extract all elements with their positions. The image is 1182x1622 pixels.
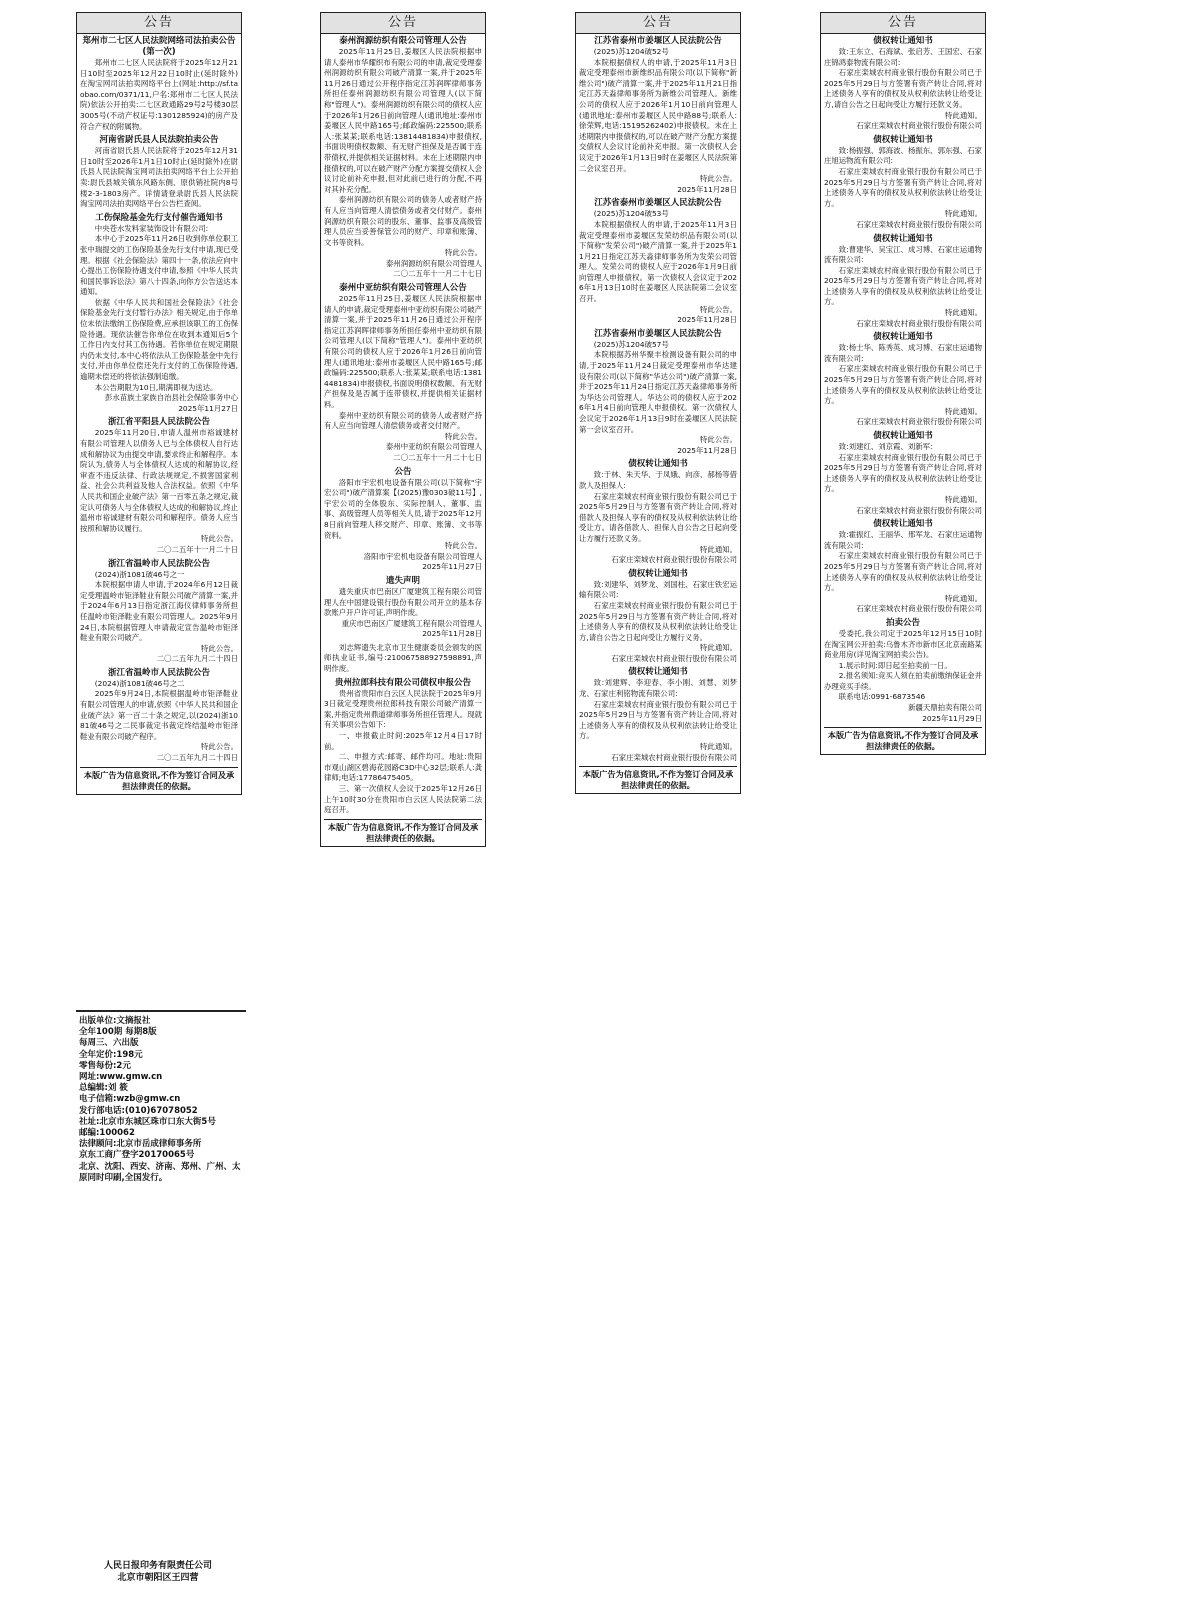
notice-paragraph: 石家庄栾城农村商业银行股份有限公司已于2025年5月29日与方签署有资产转让合同,将对上述债务人享有的债权及从权利依法转让给受让方,请自公告之日起向受让方履行义务。: [579, 600, 737, 642]
notice-signature: 特此公告。 二〇二五年十一月二十日: [156, 534, 238, 554]
notice-block: [80, 668, 238, 764]
printer-info: [76, 1560, 240, 1584]
masthead-line: 每周三、六出版: [79, 1038, 139, 1049]
column-header: 公告: [321, 13, 485, 34]
notice-paragraph: 2025年11月25日,姜堰区人民法院根据申请人泰州市华耀织布有限公司的申请,裁定受理泰州润源纺织有限公司破产清算一案,并于2025年11月26日通过公开程序指定江苏润晖律师事务所担任泰州润源纺织有限公司管理人(以下简称"管理人")。泰州润源纺织有限公司的债权人应于2026年1月26日前向管理人(通讯地址:泰州市姜堰区人民中路165号;邮政编码:225500;联系人:张某某;联系电话:13814481834)申报债权,书面说明债权数额、有无财产担保及是否属于连带债权,并提供相关证据材料。未在上述期限内申报债权的,可以在破产财产分配方案提交债权人会议讨论前补充申报,但对此前已进行的分配,不再对其补充分配。: [324, 47, 482, 194]
notice-paragraph: 1.展示时间:即日起至拍卖前一日。: [838, 660, 952, 670]
notice-paragraph: 刘志辉遗失北京市卫生健康委员会颁发的医师执业证书,编号:210067588927598891,声明作废。: [324, 642, 482, 674]
notice-title: 浙江省温岭市人民法院公告: [107, 558, 210, 569]
masthead-line: 法律顾问:北京市岳成律师事务所: [79, 1139, 202, 1150]
notice-paragraph: 致:杨士华、陈秀英、成习博、石家庄运通物流有限公司:: [824, 343, 982, 363]
column-body: [821, 34, 985, 754]
notice-paragraph: 致:杨振强、郭海波、杨振东、郭东强、石家庄旭运物流有限公司:: [824, 145, 982, 166]
notice-paragraph: 本公告期限为10日,期满即视为送达。: [94, 382, 218, 392]
notice-signature: 特此公告。 泰州润源纺织有限公司管理人 二〇二五年十一月二十七日: [385, 248, 482, 279]
masthead-line: 全年100期 每期8版: [79, 1027, 157, 1038]
notice-block: [579, 36, 737, 195]
notice-block: [824, 431, 982, 516]
notice-paragraph: 致:曹建华、吴宝江、成习博、石家庄运通物流有限公司:: [824, 244, 982, 265]
notice-signature: 特此公告。 二〇二五年九月二十四日: [156, 742, 238, 763]
masthead-line: 网址:www.gmw.cn: [79, 1072, 163, 1083]
notice-paragraph: 致:刘建红、刘京霞、刘新军:: [838, 442, 933, 451]
notice-signature: 特此通知。 石家庄栾城农村商业银行股份有限公司: [856, 110, 982, 131]
disclaimer-footer: 本版广告为信息资讯,不作为签订合同及承担法律责任的依据。: [824, 727, 982, 752]
notice-title: 债权转让通知书: [628, 568, 688, 579]
notice-paragraph: 贵州省贵阳市白云区人民法院于2025年9月3日裁定受理贵州拉郎科技有限公司破产清算一案,并指定贵州鼎道律师事务所担任管理人。现就有关事项公告如下:: [324, 688, 482, 730]
notice-paragraph: 泰州中亚纺织有限公司的债务人或者财产持有人应当向管理人清偿债务或者交付财产。: [324, 410, 482, 431]
notice-paragraph: 致:刘建华、刘梦龙、刘国柱、石家庄铁宏运输有限公司:: [579, 579, 737, 600]
notice-signature: 特此通知。 石家庄栾城农村商业银行股份有限公司: [611, 742, 737, 762]
column-body: [321, 34, 485, 846]
notice-column-3: [575, 12, 741, 794]
notice-paragraph: (2025)苏1204破52号: [593, 47, 669, 56]
notice-signature: 特此通知。 石家庄栾城农村商业银行股份有限公司: [856, 494, 982, 515]
notice-signature: 彭水苗族土家族自治县社会保险事务中心 2025年11月27日: [104, 393, 238, 413]
notice-column-4: [820, 12, 986, 755]
notice-title: 债权转让通知书: [873, 36, 933, 46]
notice-paragraph: 石家庄栾城农村商业银行股份有限公司已于2025年5月29日与方签署有资产转让合同,将对上述债务人享有的债权及从权利依法转让给受让方。: [824, 166, 982, 208]
notice-paragraph: 2025年9月24日,本院根据温岭市钜泽鞋业有限公司管理人的申请,依照《中华人民共和国企业破产法》第一百二十条之规定,以(2024)浙1081破46号之二民事裁定书裁定终结温岭市钜泽鞋业有限公司破产程序。: [80, 689, 238, 741]
notice-title: 债权转让通知书: [628, 667, 688, 678]
notice-paragraph: (2025)苏1204破57号: [593, 339, 669, 349]
masthead: [76, 1010, 246, 1188]
notice-block: [824, 135, 982, 231]
notice-block: [824, 332, 982, 428]
column-body: [77, 34, 241, 794]
masthead-line: 电子信箱:wzb@gmw.cn: [79, 1094, 181, 1105]
notice-block: [324, 678, 482, 816]
notice-paragraph: 本院根据债权人的申请,于2025年11月3日裁定受理泰州市姜堰区发荣纺织品有限公司(以下简称"发荣公司")破产清算一案,并于2025年11月21日指定江苏天淼律师事务所为发荣公司管理人。发荣公司的债权人应于2026年1月9日前向管理人申报债权。第一次债权人会议定于2026年1月13日10时在姜堰区人民法院第二会议室召开。: [579, 219, 737, 304]
notice-paragraph: 洛阳市宇宏机电设备有限公司(以下简称"宇宏公司")破产清算案【(2025)豫0303破11号】,宇宏公司的全体股东、实际控制人、董事、监事、高级管理人员等相关人员,请于2025年12月8日前向管理人移交财产、印章、账簿、文书等资料。: [324, 477, 482, 540]
notice-title: 债权转让通知书: [628, 459, 688, 470]
notice-signature: 特此通知。 石家庄栾城农村商业银行股份有限公司: [856, 593, 982, 614]
notice-signature: 特此公告。 2025年11月28日: [677, 435, 737, 455]
notice-paragraph: (2024)浙1081破46号之一: [94, 569, 185, 579]
masthead-line: 总编辑:刘 筱: [79, 1083, 128, 1094]
notice-block: [824, 519, 982, 615]
notice-paragraph: 一、申报截止时间:2025年12月4日17时前。: [324, 731, 482, 751]
notice-title: 郑州市二七区人民法院网络司法拍卖公告(第一次): [82, 36, 236, 57]
notice-block: [579, 198, 737, 326]
notice-paragraph: 河南省尉氏县人民法院将于2025年12月31日10时至2026年1月1日10时止(延时除外)在尉氏县人民法院淘宝网司法拍卖网络平台上公开拍卖:尉氏县城关镇东风路东侧、原供销社院内8号楼2-3-1803房产。详情请登录尉氏县人民法院淘宝网司法拍卖网络平台公告栏查阅。: [80, 146, 238, 209]
notice-block: [824, 618, 982, 724]
notice-signature: 特此公告。 泰州中亚纺织有限公司管理人 二〇二五年十一月二十七日: [385, 431, 482, 462]
masthead-line: 发行部电话:(010)67078052: [79, 1105, 198, 1116]
notice-title: 遗失声明: [385, 575, 420, 586]
notice-paragraph: 2.报名须知:竞买人须在拍卖前缴纳保证金并办理竞买手续。: [824, 671, 982, 691]
column-body: [576, 34, 740, 793]
notice-block: [80, 559, 238, 665]
notice-title: 江苏省泰州市姜堰区人民法院公告: [594, 198, 722, 209]
notice-paragraph: 中央苍水发料家装饰设计有限公司:: [94, 223, 209, 233]
notice-title: 浙江省温岭市人民法院公告: [107, 667, 210, 678]
notice-paragraph: 泰州润源纺织有限公司的债务人或者财产持有人应当向管理人清偿债务或者交付财产。泰州润源纺织有限公司的股东、董事、监事及高级管理人员应当妥善保管公司的财产、印章和账簿、文书等资料。: [324, 195, 482, 247]
notice-paragraph: 石家庄栾城农村商业银行股份有限公司已于2025年5月29日与方签署有资产转让合同,将对借款人及担保人享有的债权及从权利依法转让给受让方。请各借款人、担保人自公告之日起向受让方履行还款义务。: [579, 491, 737, 543]
notice-paragraph: 致:王东立、石海斌、张启芳、王国宏、石家庄锦鸿泰物流有限公司:: [824, 47, 982, 67]
notice-title: 公告: [394, 466, 412, 477]
notice-paragraph: 石家庄栾城农村商业银行股份有限公司已于2025年5月29日与方签署有资产转让合同,将对上述债务人享有的债权及从权利依法转让给受让方。: [824, 452, 982, 494]
notice-paragraph: 2025年11月20日,申请人温州市裕诚建材有限公司管理人以债务人已与全体债权人自行达成和解协议为由提交申请,要求终止和解程序。本院认为,债务人与全体债权人达成的和解协议,经审查不违反法律、行政法规规定,不损害国家利益、社会公共利益及他人合法权益。依照《中华人民共和国企业破产法》第一百零五条之规定,裁定认可债务人与全体债权人达成的和解协议,终止温州市裕诚建材有限公司和解程序。债务人应当按照和解协议履行。: [80, 428, 238, 533]
notice-title: 债权转让通知书: [873, 431, 933, 441]
notice-paragraph: 遗失重庆市巴南区广厦建筑工程有限公司管理人在中国建设银行股份有限公司开立的基本存款账户开户许可证,声明作废。: [324, 586, 482, 618]
notice-signature: 重庆市巴南区广厦建筑工程有限公司管理人 2025年11月28日: [341, 618, 482, 639]
masthead-line: 零售每份:2元: [79, 1060, 131, 1071]
notice-paragraph: 依据《中华人民共和国社会保险法》《社会保险基金先行支付暂行办法》相关规定,由于你单位未依法缴纳工伤保险费,应承担该职工的工伤保险待遇。现依法催告你单位在收到本通知后5个工作日内支付其工伤待遇。若你单位在规定期限内仍未支付,本中心将依法从工伤保险基金中先行支付,并由你单位偿还先行支付的工伤保险待遇,逾期未偿还的将依法强制追缴。: [80, 297, 238, 382]
notice-block: [579, 329, 737, 457]
notice-signature: 特此公告。 二〇二五年九月二十四日: [156, 643, 238, 664]
notice-title: 贵州拉郎科技有限公司债权申报公告: [334, 677, 471, 688]
masthead-line: 邮编:100062: [79, 1128, 135, 1139]
notice-block: [324, 36, 482, 280]
notice-signature: 特此公告。 洛阳市宇宏机电设备有限公司管理人 2025年11月27日: [363, 541, 482, 572]
disclaimer-footer: 本版广告为信息资讯,不作为签订合同及承担法律责任的依据。: [324, 819, 482, 844]
notice-signature: 特此通知。 石家庄栾城农村商业银行股份有限公司: [611, 643, 737, 663]
notice-paragraph: 受委托,我公司定于2025年12月15日10时在淘宝网公开拍卖:乌鲁木齐市新市区北京南路某商业用房(详见淘宝网拍卖公告)。: [824, 628, 982, 660]
notice-paragraph: 二、申报方式:邮寄、邮件均可。地址:贵阳市观山湖区碧海花园路C3D中心32层;联系人:龚律师;电话:17786475405。: [324, 752, 482, 783]
masthead-line: 社址:北京市东城区珠市口东大街5号: [79, 1116, 216, 1127]
disclaimer-footer: 本版广告为信息资讯,不作为签订合同及承担法律责任的依据。: [80, 767, 238, 792]
notice-paragraph: 2025年11月25日,姜堰区人民法院根据申请人的申请,裁定受理泰州中亚纺织有限公司破产清算一案,并于2025年11月26日通过公开程序指定江苏润晖律师事务所担任泰州中亚纺织有限公司管理人(以下简称"管理人")。泰州中亚纺织有限公司的债权人应于2026年1月26日前向管理人(通讯地址:泰州市姜堰区人民中路165号;邮政编码:225500;联系人:张某某;联系电话:13814481834)申报债权,书面说明债权数额、有无财产担保及是否属于连带债权,并提供相关证据材料。: [324, 294, 482, 409]
notice-paragraph: 致:于林、朱天华、于凤娥、向彦、郝杨等借款人及担保人:: [579, 470, 737, 490]
notice-paragraph: 石家庄栾城农村商业银行股份有限公司已于2025年5月29日与方签署有资产转让合同,将对上述债务人享有的债权及从权利依法转让给受让方。: [824, 265, 982, 307]
notice-title: 泰州中亚纺织有限公司管理人公告: [339, 283, 467, 294]
notice-paragraph: (2024)浙1081破46号之二: [94, 678, 185, 688]
notice-block: [80, 36, 238, 132]
notice-title: 河南省尉氏县人民法院拍卖公告: [99, 135, 219, 146]
notice-paragraph: 致:霍振红、王丽华、邢军龙、石家庄运通物流有限公司:: [824, 530, 982, 550]
column-header: 公告: [77, 13, 241, 34]
notice-signature: 特此通知。 石家庄栾城农村商业银行股份有限公司: [856, 406, 982, 427]
masthead-line: 北京、沈阳、西安、济南、郑州、广州、太原同时印刷,全国发行。: [79, 1161, 241, 1183]
notice-title: 工伤保险基金先行支付催告通知书: [95, 212, 223, 223]
notice-paragraph: 本院根据债权人的申请,于2025年11月3日裁定受理泰州市新维织品有限公司(以下简称"新维公司")破产清算一案,并于2025年11月21日指定江苏天淼律师事务所为新维公司管理人。新维公司的债权人应于2026年1月10日前向管理人(通讯地址:泰州市姜堰区人民中路88号;联系人:徐荣辉,电话:15195262402)申报债权。未在上述期限内申报债权的,可以在破产财产分配方案提交债权人会议讨论前补充申报。第一次债权人会议定于2026年1月13日9时在姜堰区人民法院第二会议室召开。: [579, 57, 737, 173]
notice-column-2: [320, 12, 486, 847]
notice-paragraph: 致:刘建辉、李迎春、李小刚、刘慧、刘梦龙、石家庄利铭物流有限公司:: [579, 678, 737, 699]
notice-paragraph: 本院根据申请人申请,于2024年6月12日裁定受理温岭市钜泽鞋业有限公司破产清算一案,并于2024年6月13日指定浙江海仪律师事务所担任温岭市钜泽鞋业有限公司管理人。2025年9月24日,本院根据管理人申请裁定宣告温岭市钜泽鞋业有限公司破产。: [80, 580, 238, 643]
notice-title: 泰州润源纺织有限公司管理人公告: [339, 36, 467, 46]
notice-paragraph: 石家庄栾城农村商业银行股份有限公司已于2025年5月29日与方签署有资产转让合同,将对上述债务人享有的债权及从权利依法转让给受让方。: [824, 364, 982, 406]
notice-title: 债权转让通知书: [873, 332, 933, 343]
notice-paragraph: 本中心于2025年11月26日收到你单位职工张中瑞提交的工伤保险基金先行支付申请,现已受理。根据《社会保险法》第四十一条,依法应向中心提出工伤保险待遇支付申请,参照《中华人民共和国民事诉讼法》第八十四条,向你方公告送达本通知。: [80, 234, 238, 297]
notice-title: 江苏省泰州市姜堰区人民法院公告: [594, 36, 722, 46]
notice-signature: 特此公告。 2025年11月28日: [677, 174, 737, 194]
notice-block: [324, 576, 482, 640]
notice-block: [80, 135, 238, 210]
notice-block: [324, 283, 482, 464]
notice-paragraph: 石家庄栾城农村商业银行股份有限公司已于2025年5月29日与方签署有资产转让合同,将对上述债务人享有的债权及从权利依法转让给受让方。: [579, 699, 737, 741]
notice-block: [579, 569, 737, 665]
notice-block: [80, 417, 238, 555]
notice-signature: 特此通知。 石家庄栾城农村商业银行股份有限公司: [856, 308, 982, 328]
notice-title: 拍卖公告: [885, 617, 920, 628]
notice-signature: 特此通知。 石家庄栾城农村商业银行股份有限公司: [856, 209, 982, 229]
notice-paragraph: 石家庄栾城农村商业银行股份有限公司已于2025年5月29日与方签署有资产转让合同,将对上述债务人享有的债权及从权利依法转让给受让方,请自公告之日起向受让方履行还款义务。: [824, 68, 982, 109]
notice-paragraph: (2025)苏1204破53号: [593, 209, 669, 219]
notice-block: [579, 459, 737, 565]
masthead-line: 出版单位:文摘报社: [79, 1016, 151, 1026]
notice-title: 债权转让通知书: [873, 134, 933, 145]
notice-signature: 特此公告。 2025年11月28日: [677, 304, 737, 325]
notice-paragraph: 石家庄栾城农村商业银行股份有限公司已于2025年5月29日与方签署有资产转让合同,将对上述债务人享有的债权及从权利依法转让给受让方。: [824, 551, 982, 593]
notice-block: [324, 643, 482, 675]
notice-column-1: [76, 12, 242, 795]
column-header: 公告: [821, 13, 985, 34]
notice-signature: 新疆天鼎拍卖有限公司 2025年11月29日: [908, 703, 982, 723]
notice-paragraph: 本院根据苏州华聚丰检测设备有限公司的申请,于2025年11月24日裁定受理泰州市华达建设有限公司(以下简称"华达公司")破产清算一案,并于2025年11月24日指定江苏天淼律师事务所为华达公司管理人。华达公司的债权人应于2026年1月4日前向管理人申报债权。第一次债权人会议定于2026年1月13日9时在姜堰区人民法院第一会议室召开。: [579, 350, 737, 434]
masthead-line: 京东工商广登字20170065号: [79, 1150, 195, 1161]
notice-paragraph: 三、第一次债权人会议于2025年12月26日上午10时30分在贵阳市白云区人民法院第二法庭召开。: [324, 784, 482, 815]
notice-paragraph: 郑州市二七区人民法院将于2025年12月21日10时至2025年12月22日10时止(延时除外)在淘宝网司法拍卖网络平台上(网址:http://sf.taobao.com/0371/11,户名:郑州市二七区人民法院)依法公开拍卖:二七区政通路29号2号楼30层3005号(不动产权证号:1301285924)的房产及符合产权的附属物。: [80, 58, 238, 131]
masthead-line: 全年定价:198元: [79, 1049, 143, 1060]
notice-block: [80, 213, 238, 415]
notice-title: 债权转让通知书: [873, 233, 933, 244]
notice-block: [324, 467, 482, 573]
notice-title: 债权转让通知书: [873, 519, 933, 530]
notice-title: 浙江省平阳县人民法院公告: [107, 417, 210, 428]
notice-paragraph: 联系电话:0991-6873546: [838, 692, 926, 702]
column-header: 公告: [576, 13, 740, 34]
notice-block: [579, 667, 737, 763]
notice-block: [824, 36, 982, 132]
disclaimer-footer: 本版广告为信息资讯,不作为签订合同及承担法律责任的依据。: [579, 766, 737, 791]
notice-block: [824, 234, 982, 330]
notice-title: 江苏省泰州市姜堰区人民法院公告: [594, 328, 722, 339]
notice-signature: 特此通知。 石家庄栾城农村商业银行股份有限公司: [611, 544, 737, 565]
printer-text: 人民日报印务有限责任公司 北京市朝阳区王四营: [103, 1561, 212, 1583]
